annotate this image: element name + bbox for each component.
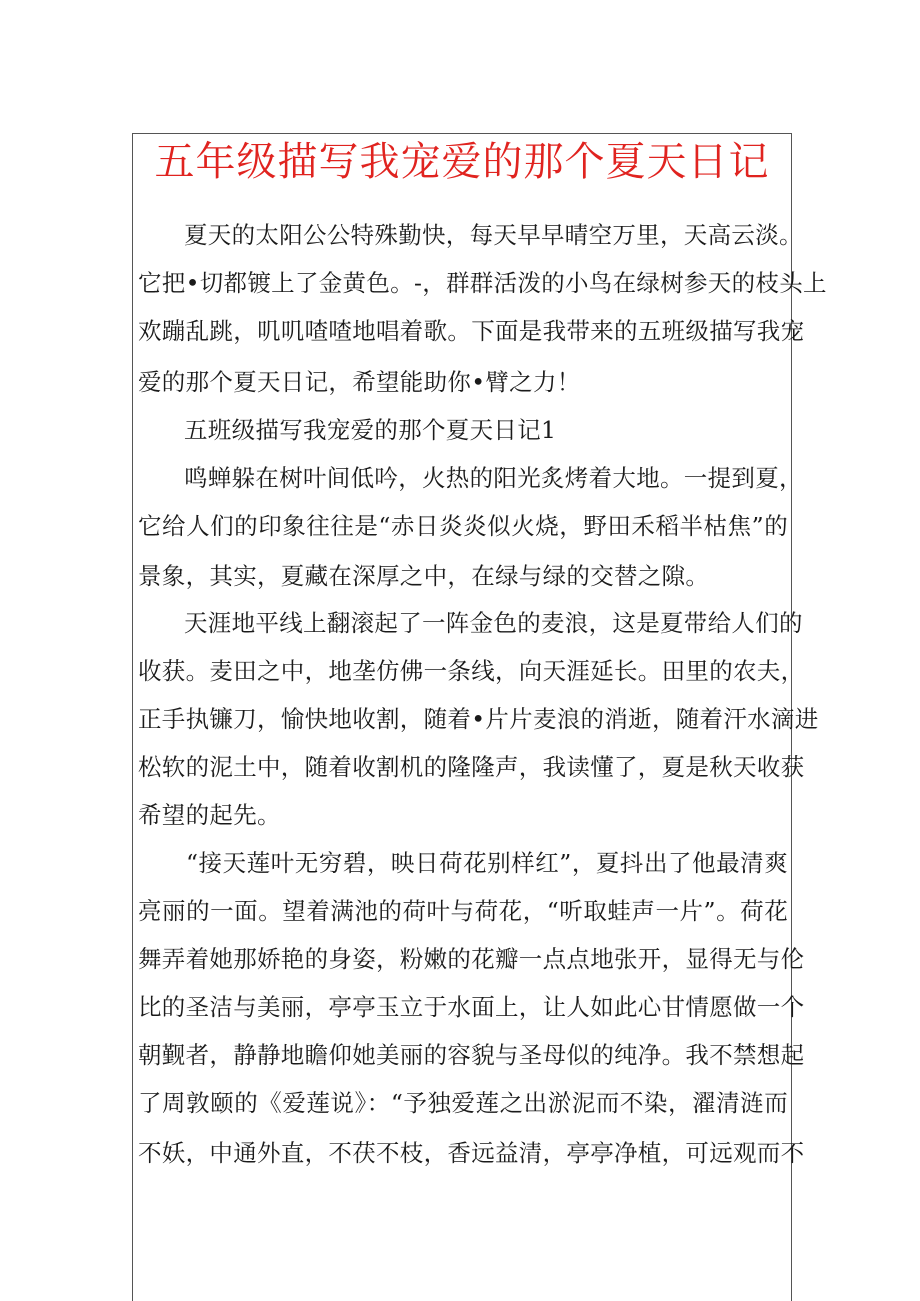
document-title: 五年级描写我宠爱的那个夏天日记 — [154, 139, 770, 185]
text-line: 正手执镰刀，愉快地收割，随着•片片麦浪的消逝，随着汗水滴进 — [138, 705, 819, 733]
text-line: 鸣蝉躲在树叶间低吟，火热的阳光炙烤着大地。一提到夏， — [184, 464, 803, 492]
text-line: 希望的起先。 — [138, 801, 281, 829]
text-line: 收获。麦田之中，地垄仿佛一条线，向天涯延长。田里的农夫， — [138, 657, 805, 685]
text-line: 了周敦颐的《爱莲说》：“予独爱莲之出淤泥而不染，濯清涟而 — [138, 1089, 788, 1117]
text-line: 朝觐者，静静地瞻仰她美丽的容貌与圣母似的纯净。我不禁想起 — [138, 1041, 805, 1069]
text-line: “接天莲叶无穷碧，映日荷花别样红”，夏抖出了他最清爽 — [186, 849, 788, 877]
text-line: 舞弄着她那娇艳的身姿，粉嫩的花瓣一点点地张开，显得无与伦 — [138, 945, 805, 973]
text-line: 不妖，中通外直，不茯不枝，香远益清，亭亭净植，可远观而不 — [138, 1139, 805, 1167]
text-line: 亮丽的一面。望着满池的荷叶与荷花，“听取蛙声一片”。荷花 — [138, 897, 788, 925]
text-line: 比的圣洁与美丽，亭亭玉立于水面上，让人如此心甘情愿做一个 — [138, 993, 805, 1021]
text-line: 它给人们的印象往往是“赤日炎炎似火烧，野田禾稻半枯焦”的 — [138, 512, 788, 540]
text-line: 天涯地平线上翻滚起了一阵金色的麦浪，这是夏带给人们的 — [184, 609, 803, 637]
section-heading: 五班级描写我宠爱的那个夏天日记1 — [184, 416, 557, 444]
text-line: 它把•切都镀上了金黄色。-，群群活泼的小鸟在绿树参天的枝头上 — [138, 269, 827, 297]
text-line: 景象，其实，夏藏在深厚之中，在绿与绿的交替之隙。 — [138, 562, 710, 590]
text-line: 爱的那个夏天日记，希望能助你•臂之力！ — [138, 368, 581, 396]
text-line: 夏天的太阳公公特殊勤快，每天早早晴空万里，天高云淡。 — [184, 221, 803, 249]
text-line: 欢蹦乱跳，叽叽喳喳地唱着歌。下面是我带来的五班级描写我宠 — [138, 317, 805, 345]
text-line: 松软的泥土中，随着收割机的隆隆声，我读懂了，夏是秋天收获 — [138, 753, 805, 781]
